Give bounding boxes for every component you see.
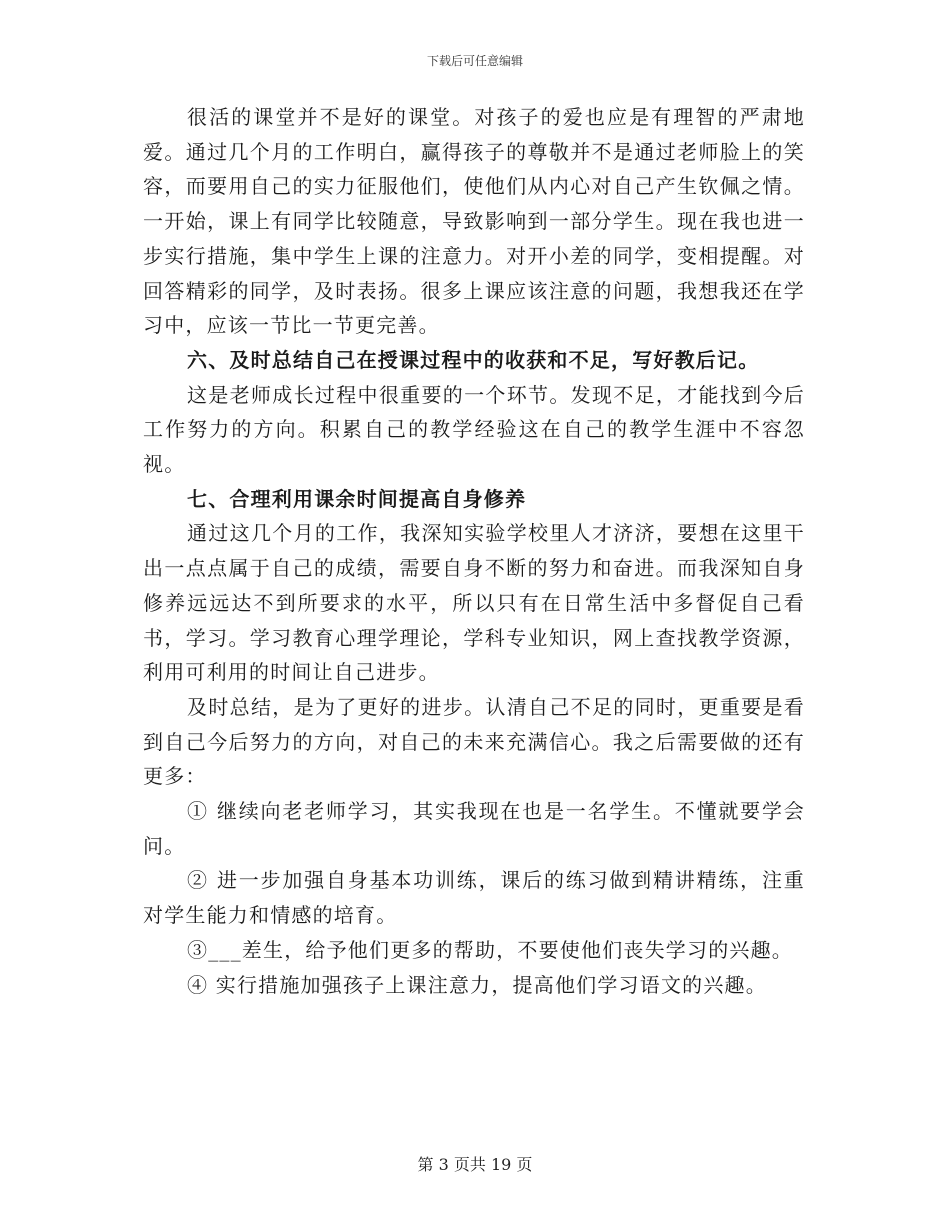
page-footer: 第 3 页共 19 页 [417,1155,533,1174]
section-heading-six: 六、及时总结自己在授课过程中的收获和不足，写好教后记。 [187,347,760,372]
page-header: 下载后可任意编辑 [426,54,523,68]
section-heading-seven: 七、合理利用课余时间提高自身修养 [187,486,527,511]
list-item-1: ① 继续向老老师学习，其实我现在也是一名学生。不懂就要学会问。 [143,799,805,858]
list-item-2: ② 进一步加强自身基本功训练，课后的练习做到精讲精练，注重对学生能力和情感的培育。 [143,868,805,928]
paragraph-classroom: 很活的课堂并不是好的课堂。对孩子的爱也应是有理智的严肃地爱。通过几个月的工作明白，赢得孩子的尊敬并不是通过老师脸上的笑容，而要用自己的实力征服他们，使他们从内心对自己产生钦佩之情。一开始，课上有同学比较随意，导致影响到一部分学生。现在我也进一步实行措施，集中学生上课的注意力。对开小差的同学，变相提醒。对回答精彩的同学，及时表扬。很多上课应该注意的问题，我想我还在学习中，应该一节比一节更完善。 [143,105,805,338]
document-body [143,100,805,1002]
paragraph-self-improvement: 通过这几个月的工作，我深知实验学校里人才济济，要想在这里干出一点点属于自己的成绩，需要自身不断的努力和奋进。而我深知自身修养远远达不到所要求的水平，所以只有在日常生活中多督促自己看书，学习。学习教育心理学理论，学科专业知识，网上查找教学资源，利用可利用的时间让自己进步。 [143,521,805,685]
list-item-3: ③___差生，给予他们更多的帮助，不要使他们丧失学习的兴趣。 [187,937,793,962]
list-item-4: ④ 实行措施加强孩子上课注意力，提高他们学习语文的兴趣。 [187,972,767,997]
paragraph-growth: 这是老师成长过程中很重要的一个环节。发现不足，才能找到今后工作努力的方向。积累自己的教学经验这在自己的教学生涯中不容忽视。 [143,382,805,477]
paragraph-summary: 及时总结，是为了更好的进步。认清自己不足的同时，更重要是看到自己今后努力的方向，对自己的未来充满信心。我之后需要做的还有更多： [143,694,805,789]
